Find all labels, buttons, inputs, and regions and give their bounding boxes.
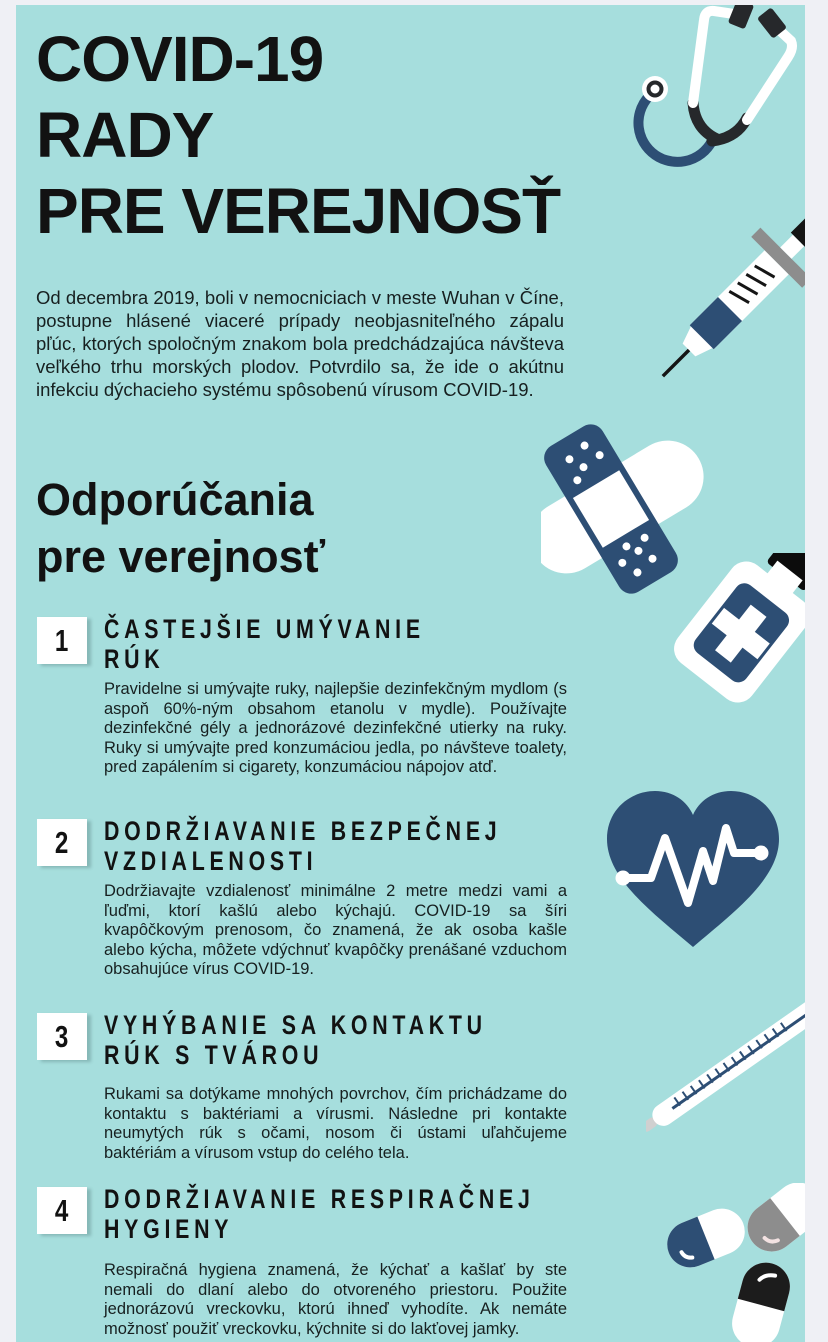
item-number-box bbox=[37, 1013, 87, 1060]
item-number-box bbox=[37, 819, 87, 866]
heart-pulse-icon bbox=[593, 783, 793, 955]
section-heading bbox=[36, 471, 325, 585]
item-heading-line-2: HYGIENY bbox=[104, 1214, 234, 1244]
medicine-bottle-icon bbox=[656, 553, 805, 728]
section-heading-line-1: Odporúčania bbox=[36, 474, 314, 525]
item-body: Respiračná hygiena znamená, že kýchať a kašlať by ste nemali do dlaní alebo do otvoreného priestoru. Použite jednorázovú vreckovku, ktorú ihneď vyhodíte. Ak nemáte možnosť použiť vreckovku, kýchnite si do lakťovej jamky. bbox=[104, 1261, 567, 1338]
thermometer-icon bbox=[646, 988, 805, 1133]
title-line-2: RADY bbox=[36, 99, 214, 171]
item-heading-line-2: RÚK S TVÁROU bbox=[104, 1040, 324, 1070]
list-item-1 bbox=[37, 614, 571, 778]
section-heading-line-2: pre verejnosť bbox=[36, 531, 326, 582]
item-content bbox=[104, 1184, 571, 1339]
item-heading-line-1: DODRŽIAVANIE BEZPEČNEJ bbox=[104, 816, 502, 846]
item-number: 4 bbox=[55, 1192, 69, 1228]
item-content bbox=[104, 816, 571, 980]
item-body: Pravidelne si umývajte ruky, najlepšie dezinfekčným mydlom (s aspoň 60%-ným obsahom etanolu v mydle). Používajte dezinfekčné gély a jednorázové dezinfekčné utierky na ruky. Ruky si umývajte pred konzumáciou jedla, po návšteve toalety, pred zapálením si cigarety, konzumáciou nápojov atď. bbox=[104, 680, 567, 776]
item-number: 1 bbox=[55, 622, 69, 658]
syringe-icon bbox=[646, 205, 805, 385]
infographic-poster bbox=[16, 5, 805, 1342]
list-item-3 bbox=[37, 1010, 571, 1163]
item-content bbox=[104, 614, 571, 778]
item-number: 2 bbox=[55, 824, 69, 860]
list-item-4 bbox=[37, 1184, 571, 1339]
item-body: Dodržiavajte vzdialenosť minimálne 2 metre medzi vami a ľuďmi, ktorí kašlú alebo kýchajú. COVID-19 sa šíri kvapôčkovým prenosom, čo znamená, že ak osoba kašle alebo kýcha, môžete vdýchnuť kvapôčky prenášané vzduchom obsahujúce vírus COVID-19. bbox=[104, 882, 567, 978]
title-line-1: COVID-19 bbox=[36, 23, 324, 95]
intro-paragraph: Od decembra 2019, boli v nemocniciach v meste Wuhan v Číne, postupne hlásené viaceré prípady neobjasniteľného zápalu pľúc, ktorých spoločným znakom bola predchádzajúca návšteva veľkého trhu morských plodov. Potvrdilo sa, že ide o akútnu infekciu dýchacieho systému spôsobenú vírusom COVID-19. bbox=[36, 287, 564, 400]
list-item-2 bbox=[37, 816, 571, 980]
item-heading-line-1: ČASTEJŠIE UMÝVANIE bbox=[104, 614, 425, 644]
stethoscope-icon bbox=[591, 5, 805, 190]
item-heading-line-1: VYHÝBANIE SA KONTAKTU bbox=[104, 1010, 487, 1040]
item-content bbox=[104, 1010, 571, 1163]
item-number: 3 bbox=[55, 1018, 69, 1054]
item-number-box bbox=[37, 617, 87, 664]
item-heading-line-2: RÚK bbox=[104, 644, 165, 674]
capsule-pills-icon bbox=[636, 1183, 805, 1342]
item-heading-line-1: DODRŽIAVANIE RESPIRAČNEJ bbox=[104, 1184, 535, 1214]
title-line-3: PRE VEREJNOSŤ bbox=[36, 175, 561, 247]
item-body: Rukami sa dotýkame mnohých povrchov, čím prichádzame do kontaktu s baktériami a vírusmi. Následne pri kontakte neumytých rúk s očami, nosom či ústami uľahčujeme baktériám a vírusom vstup do celého tela. bbox=[104, 1085, 567, 1162]
item-heading-line-2: VZDIALENOSTI bbox=[104, 846, 318, 876]
poster-title bbox=[36, 21, 560, 249]
item-number-box bbox=[37, 1187, 87, 1234]
